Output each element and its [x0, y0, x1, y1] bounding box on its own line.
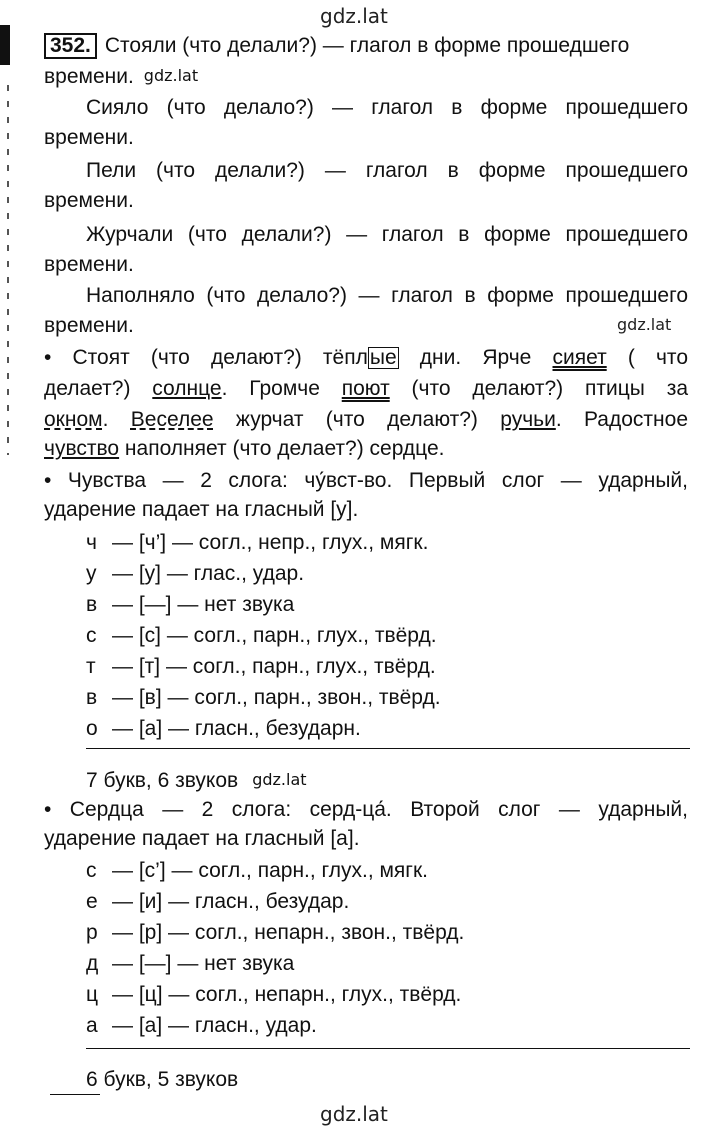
sentence-4: Журчали (что делали?) — глагол в форме прошедшего — [86, 223, 688, 246]
sentence-5: Наполняло (что делало?) — глагол в форме прошедшего — [86, 284, 688, 307]
analysis-2-row: р — [р] — согл., непарн., звон., твёрд. — [86, 921, 465, 944]
analysis-1-row: у — [у] — глас., удар. — [86, 562, 305, 585]
analysis-1-header: • Чувства — 2 слога: чу́вст-во. Первый слог — ударный, — [44, 469, 688, 492]
sentence-5-cont: времени. — [44, 314, 134, 337]
sentence-3: Пели (что делали?) — глагол в форме прошедшего — [86, 159, 688, 182]
analysis-2-header: • Сердца — 2 слога: серд-ца́. Второй слог — ударный, — [44, 798, 688, 821]
watermark-top: gdz.lat — [320, 4, 388, 28]
analysis-1-row: т — [т] — согл., парн., глух., твёрд. — [86, 655, 436, 678]
analysis-1-summary: 7 букв, 6 звуков gdz.lat — [86, 769, 307, 792]
analysis-2-row: д — [—] — нет звука — [86, 952, 295, 975]
paragraph-line-4: чувство наполняет (что делает?) сердце. — [44, 437, 445, 460]
watermark-right: gdz.lat — [617, 315, 672, 334]
exercise-number: 352. — [44, 33, 97, 59]
analysis-1-row: о — [а] — гласн., безударн. — [86, 717, 361, 740]
analysis-2-summary: 6 букв, 5 звуков — [86, 1068, 239, 1091]
analysis-1-row: в — [—] — нет звука — [86, 593, 295, 616]
analysis-2-header-cont: ударение падает на гласный [а]. — [44, 827, 360, 850]
paragraph-line-1: • Стоят (что делают?) тёплые дни. Ярче сияет ( что — [44, 346, 688, 369]
analysis-1-row: с — [с] — согл., парн., глух., твёрд. — [86, 624, 437, 647]
analysis-1-header-cont: ударение падает на гласный [у]. — [44, 498, 359, 521]
ending-box: ые — [369, 346, 397, 369]
analysis-2-row: ц — [ц] — согл., непарн., глух., твёрд. — [86, 983, 462, 1006]
watermark-inline: gdz.lat — [143, 66, 199, 85]
short-rule — [50, 1094, 100, 1095]
analysis-2-row: с — [с’] — согл., парн., глух., мягк. — [86, 859, 428, 882]
sentence-2: Сияло (что делало?) — глагол в форме прошедшего — [86, 96, 688, 119]
scan-edge-mark — [0, 25, 18, 465]
paragraph-line-2: делает?) солнце. Громче поют (что делают?) птицы за — [44, 377, 688, 400]
divider — [86, 748, 690, 749]
sentence-1: 352. Стояли (что делали?) — глагол в форме прошедшего — [44, 33, 688, 59]
watermark-bottom: gdz.lat — [320, 1102, 388, 1126]
analysis-2-row: а — [а] — гласн., удар. — [86, 1014, 317, 1037]
watermark-inline-2: gdz.lat — [252, 770, 307, 789]
sentence-1-cont: времени. gdz.lat — [44, 65, 199, 88]
sentence-3-cont: времени. — [44, 189, 134, 212]
sentence-2-cont: времени. — [44, 126, 134, 149]
divider-2 — [86, 1048, 690, 1049]
paragraph-line-3: окном. Веселее журчат (что делают?) ручьи. Радостное — [44, 408, 688, 431]
sentence-4-cont: времени. — [44, 253, 134, 276]
analysis-1-row: ч — [ч’] — согл., непр., глух., мягк. — [86, 531, 429, 554]
analysis-2-row: е — [и] — гласн., безудар. — [86, 890, 350, 913]
analysis-1-row: в — [в] — согл., парн., звон., твёрд. — [86, 686, 441, 709]
